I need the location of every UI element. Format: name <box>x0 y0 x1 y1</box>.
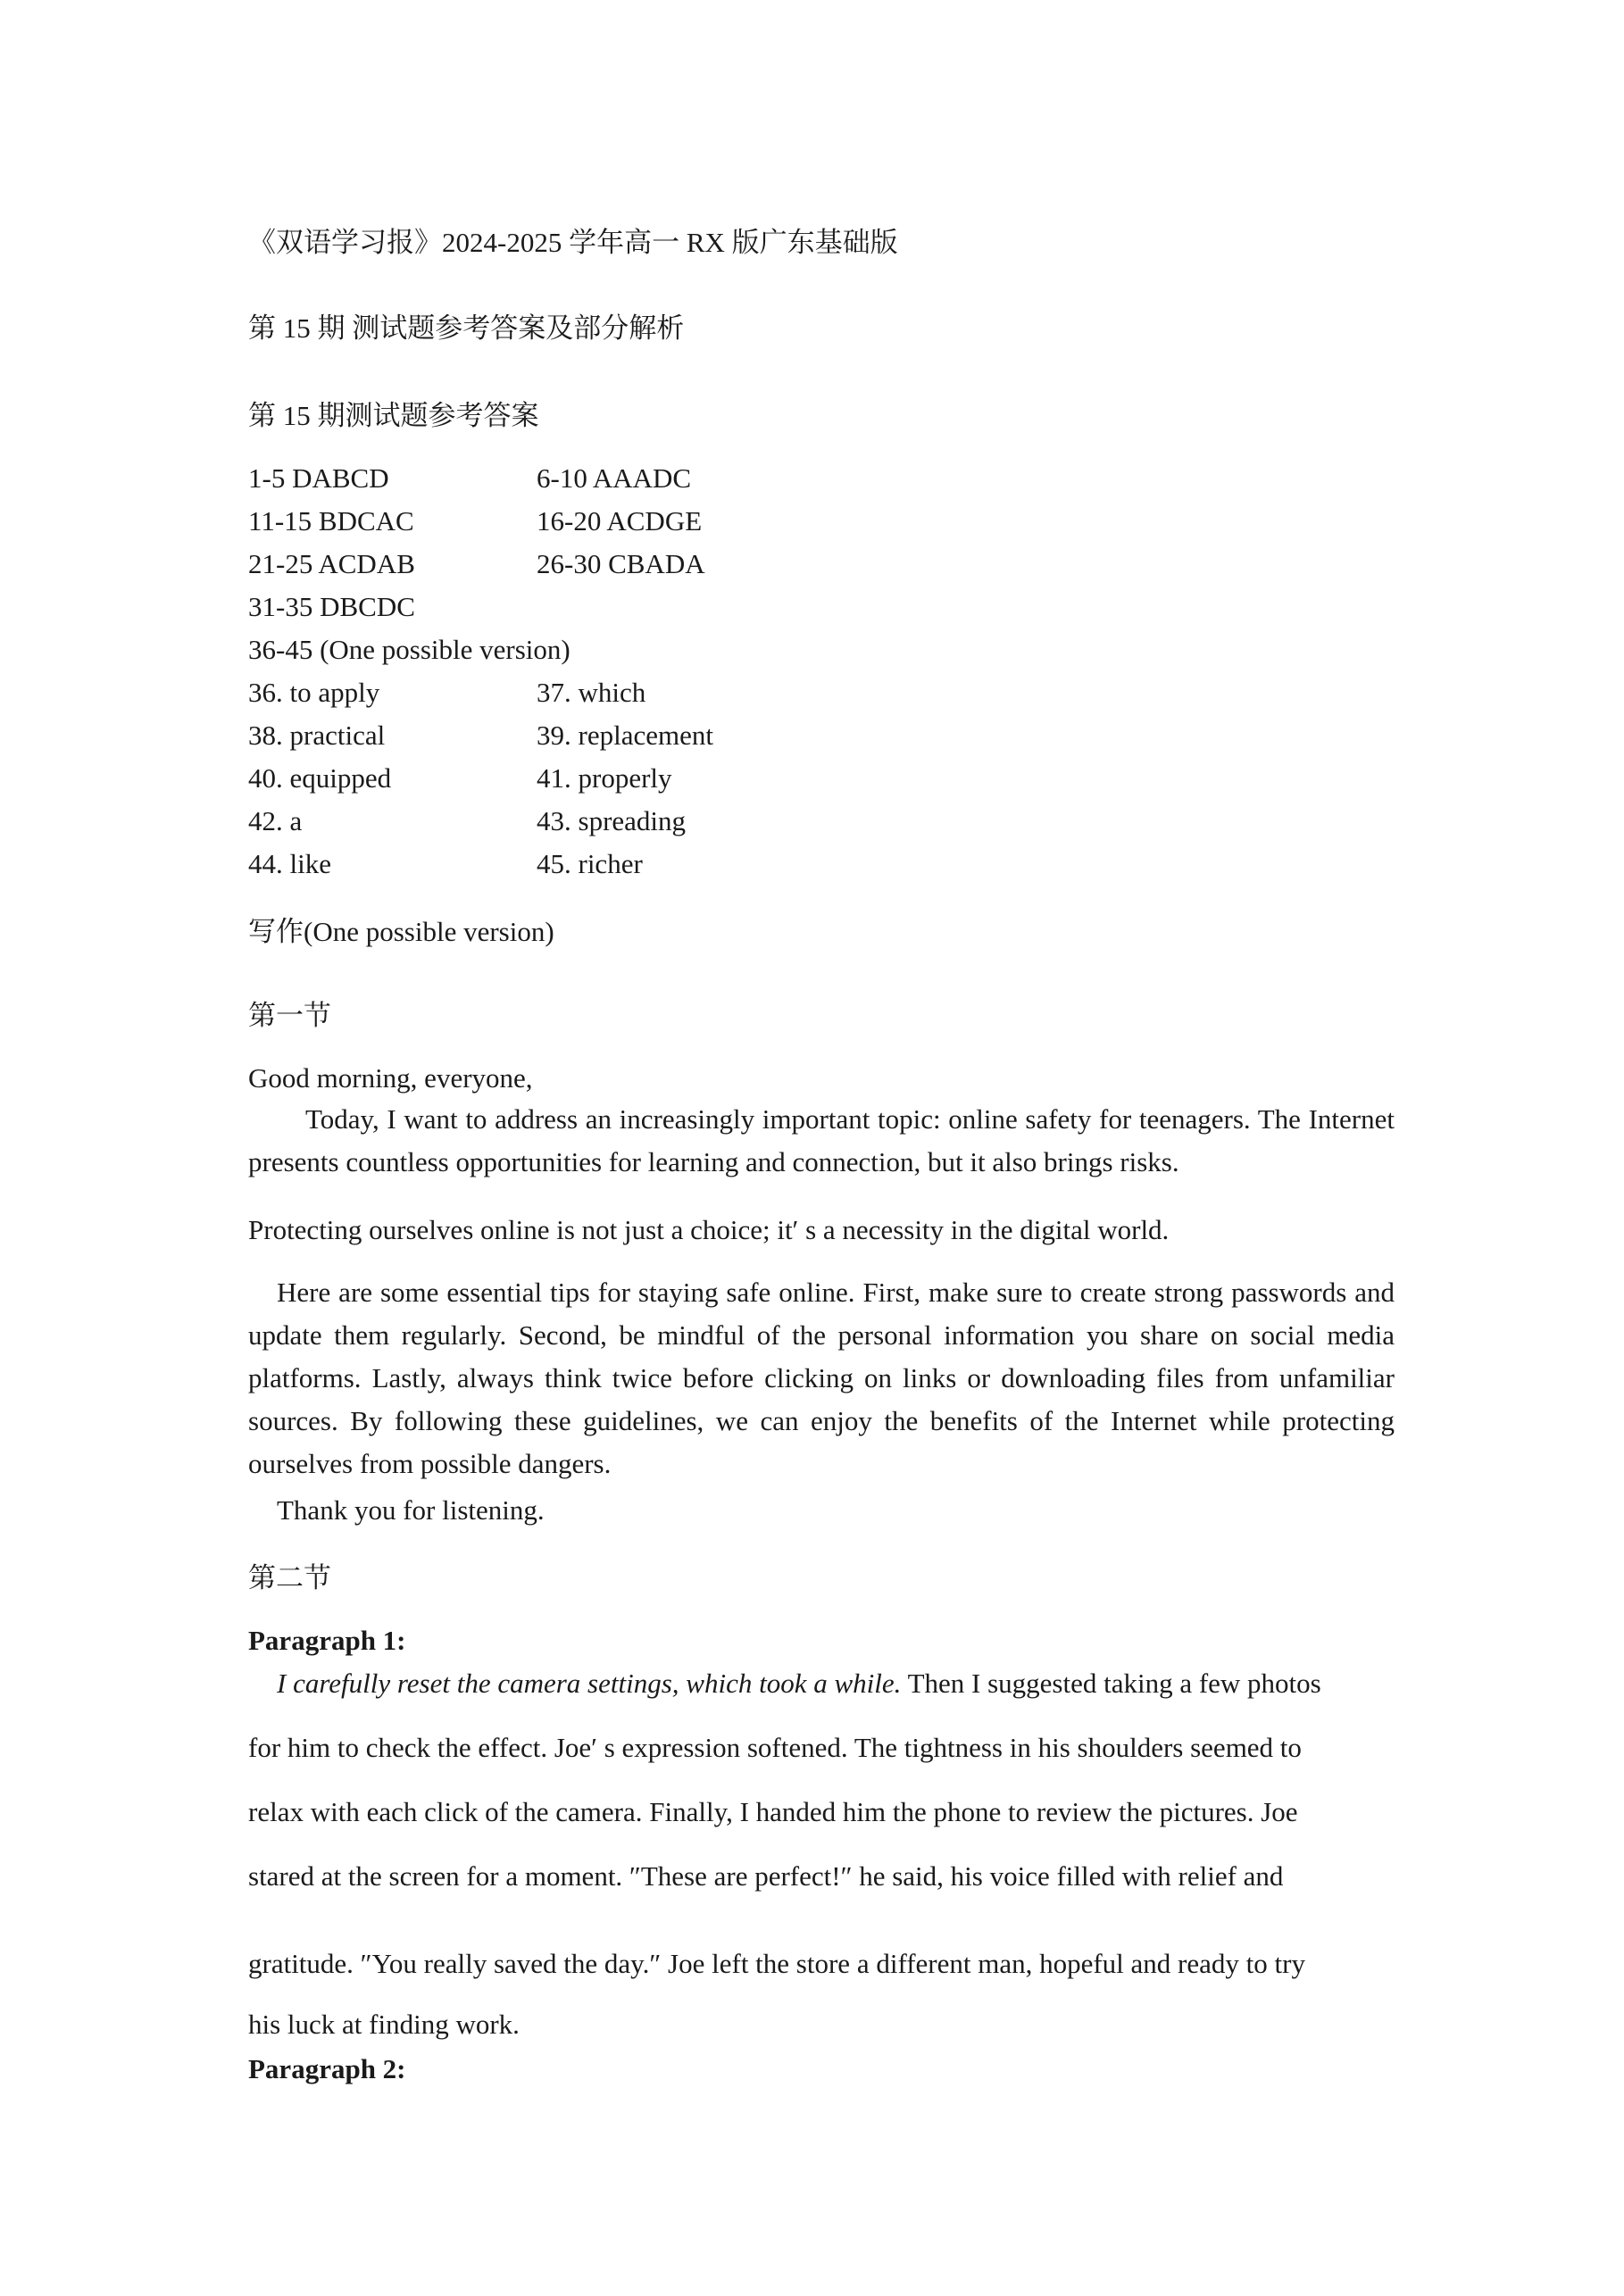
speech-paragraph-1-last: Protecting ourselves online is not just a choice; it′ s a necessity in the digital world. <box>248 1214 1170 1245</box>
fill-left-5: 44. like <box>248 848 331 879</box>
document-title: 《双语学习报》2024-2025 学年高一 RX 版广东基础版 <box>248 227 898 258</box>
answer-left-2: 11-15 BDCAC <box>248 505 414 537</box>
answer-right-3: 26-30 CBADA <box>537 548 705 579</box>
paragraph-1-line-3: relax with each click of the camera. Finally, I handed him the phone to review the pictures. Joe <box>248 1796 1298 1827</box>
fill-left-1: 36. to apply <box>248 677 380 708</box>
fill-right-5: 45. richer <box>537 848 643 879</box>
speech-closing: Thank you for listening. <box>277 1494 545 1526</box>
section1-heading: 第一节 <box>248 1000 331 1031</box>
paragraph-2-label: Paragraph 2: <box>248 2053 406 2084</box>
section2-heading: 第二节 <box>248 1562 331 1593</box>
paragraph-1-line-6: his luck at finding work. <box>248 2009 520 2040</box>
fill-right-4: 43. spreading <box>537 805 687 836</box>
speech-paragraph-2: Here are some essential tips for staying safe online. First, make sure to create strong passwords and update them regularly. Second, be mindful of the personal information you share on social media platforms. Lastly, always think twice before clicking on links or downloading files from unfamiliar sources. By following these guidelines, we can enjoy the benefits of the Internet while protecting ourselves from possible dangers. <box>248 1277 1395 1479</box>
fill-right-2: 39. replacement <box>537 720 713 751</box>
answer-right-1: 6-10 AAADC <box>537 462 692 494</box>
paragraph-1-line-1-rest: Then I suggested taking a few photos <box>901 1668 1321 1699</box>
answers-heading: 第 15 期测试题参考答案 <box>248 400 539 431</box>
fill-right-3: 41. properly <box>537 762 672 794</box>
fill-right-1: 37. which <box>537 677 646 708</box>
paragraph-1-italic-opening: I carefully reset the camera settings, which took a while. <box>277 1668 902 1699</box>
answer-left-3: 21-25 ACDAB <box>248 548 415 579</box>
writing-heading: 写作(One possible version) <box>248 916 554 947</box>
fill-left-2: 38. practical <box>248 720 386 751</box>
paragraph-1-label: Paragraph 1: <box>248 1625 406 1656</box>
paragraph-1-line-2: for him to check the effect. Joe′ s expression softened. The tightness in his shoulders seemed to <box>248 1732 1302 1763</box>
paragraph-1-line-1 <box>277 1669 1321 1697</box>
answer-left-4: 31-35 DBCDC <box>248 591 415 622</box>
answer-right-2: 16-20 ACDGE <box>537 505 703 537</box>
issue-subtitle: 第 15 期 测试题参考答案及部分解析 <box>248 312 685 344</box>
fill-left-3: 40. equipped <box>248 762 392 794</box>
answer-left-1: 1-5 DABCD <box>248 462 389 494</box>
speech-greeting: Good morning, everyone, <box>248 1062 533 1094</box>
paragraph-1-line-4: stared at the screen for a moment. ″These are perfect!″ he said, his voice filled with relief and <box>248 1860 1284 1892</box>
paragraph-1-line-5: gratitude. ″You really saved the day.″ Joe left the store a different man, hopeful and ready to try <box>248 1948 1305 1979</box>
speech-paragraph-1: Today, I want to address an increasingly important topic: online safety for teenagers. The Internet presents countless opportunities for learning and connection, but it also brings risks. <box>248 1103 1395 1177</box>
fill-left-4: 42. a <box>248 805 303 836</box>
fill-heading: 36-45 (One possible version) <box>248 634 570 665</box>
